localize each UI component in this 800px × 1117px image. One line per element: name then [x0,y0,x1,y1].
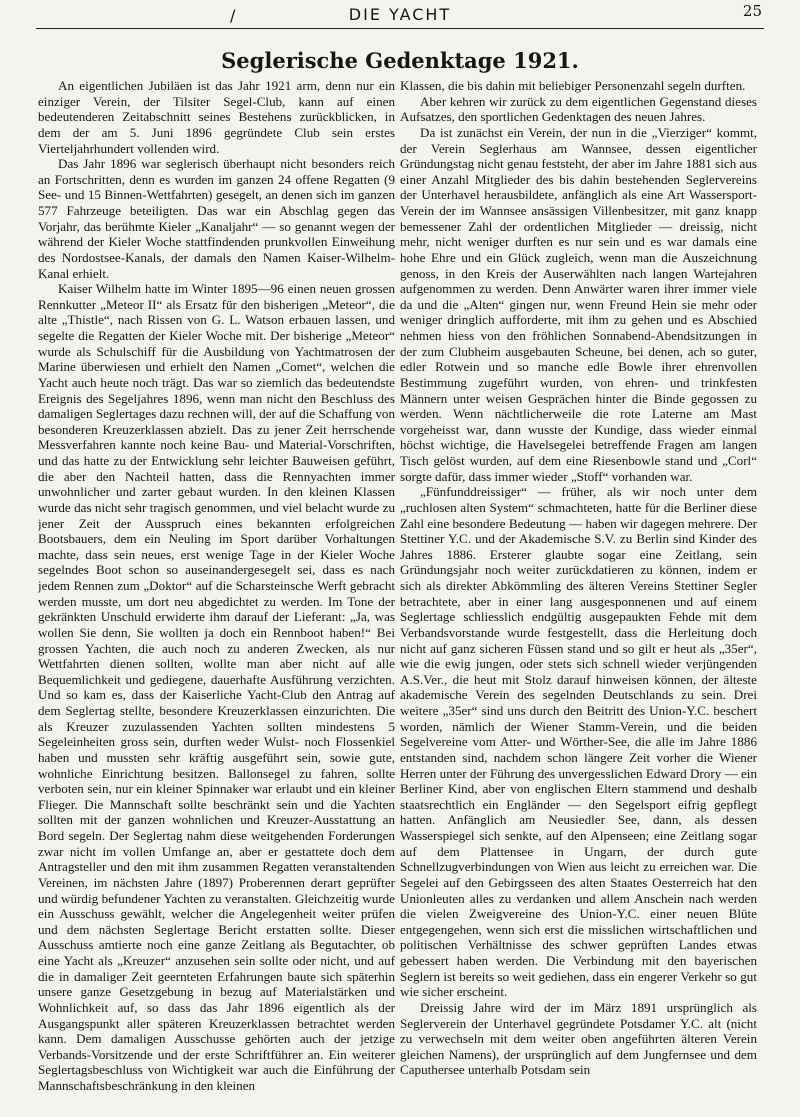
left-column [38,78,395,1112]
paragraph: „Fünfunddreissiger“ — früher, als wir noch unter dem „ruchlosen alten System“ schmachteten, hatte für die Berliner diese Zahl eine besondere Bedeutung — haben wir dagegen mehrere. Der Stettiner Y.C. und der Akademische S.V. zu Berlin sind Kinder des Jahres 1886. Ersterer glaubte sogar eine Zeitlang, sein Gründungsjahr noch weiter zurückdatieren zu können, indem er sich als direkter Abkömmling des älteren Vereins Stettiner Segler betrachtete, aber in einer lang ausgesponnenen und auf einem Seglertage schliesslich endgültig ausgepaukten Fehde mit dem Verbandsvorstande wurde festgestellt, dass die Herleitung doch nicht auf ganz sicheren Füssen stand und so gilt er heut als „35er“, wie die ewig jungen, oder stets sich schnell wieder verjüngenden A.S.Ver., die heut mit Stolz darauf hinweisen können, der älteste akademische Verein des segelnden Deutschlands zu sein. Drei weitere „35er“ sind uns durch den Beitritt des Union-Y.C. beschert worden, nämlich der Wiener Stamm-Verein, und die beiden Segelvereine vom Atter- und Wörther-See, die alle im Jahre 1886 entstanden sind, nachdem schon längere Zeit vorher die Wiener Herren unter der Führung des unvergesslichen Edward Drory — ein Berliner Kind, aber von englischen Eltern stammend und deshalb staatsrechtlich ein Engländer — den Segelsport eifrig gepflegt hatten. Anfänglich am Neusiedler See, dann, als dessen Wasserspiegel sich senkte, auf den Alpenseen; eine Zeitlang sogar auf dem Plattensee in Ungarn, der durch gute Schnellzugverbindungen von Wien aus leicht zu erreichen war. Die Segelei auf den Gebirgsseen des alten Staates Oesterreich hat den Unionleuten alles zu verdanken und allem Anschein nach werden die vielen Zweigvereine des Union-Y.C. einer neuen Blüte entgegengehen, wenn sich erst die misslichen wirtschaftlichen und politischen Verhältnisse des schwer geprüften Landes etwas gebessert haben werden. Die Verbindung mit den bayerischen Seglern ist bereits so weit gediehen, dass ein engerer Verkehr so gut wie sicher erscheint. [400,484,757,1000]
paragraph: Aber kehren wir zurück zu dem eigentlichen Gegenstand dieses Aufsatzes, den sportlichen Gedenktagen des neuen Jahres. [400,93,757,125]
paragraph: Das Jahr 1896 war seglerisch überhaupt nicht besonders reich an Fortschritten, denn es wurden im ganzen 24 offene Regatten (9 See- und 15 Binnen-Wettfahrten) gesegelt, an denen sich im ganzen 577 Fahrzeuge beteiligten. Das war ein Abschlag gegen das Vorjahr, das berühmte Kieler „Kanaljahr“ — so genannt wegen der während der Kieler Woche stattfindenden prunkvollen Einweihung des Nordostsee-Kanals, der damals den Namen Kaiser-Wilhelm-Kanal erhielt. [38,156,395,281]
page-number: 25 [742,2,762,20]
paragraph: An eigentlichen Jubiläen ist das Jahr 1921 arm, denn nur ein einziger Verein, der Tilsiter Segel-Club, kann auf einen bedeutenderen Zeitabschnitt seines Bestehens zurückblicken, in dem der am 5. Juni 1896 gegründete Club sein erstes Vierteljahrhundert vollenden wird. [38,78,395,156]
running-header [0,4,800,26]
article-title: Seglerische Gedenktage 1921. [221,48,579,73]
paragraph: Dreissig Jahre wird der im März 1891 ursprünglich als Seglerverein der Unterhavel gegründete Potsdamer Y.C. alt (nicht zu verwechseln mit dem weiter oben angeführten älteren Verein gleichen Namens), der ursprünglich auf dem Jungfernsee und dem Caputhersee unterhalb Potsdam sein [400,999,757,1078]
paragraph-continued: Klassen, die bis dahin mit beliebiger Personenzahl segeln durften. [400,78,746,93]
pencil-mark: / [230,6,236,25]
paragraph: Kaiser Wilhelm hatte im Winter 1895—96 einen neuen grossen Rennkutter „Meteor II“ als Ersatz für den bisherigen „Meteor“, die alte „Thistle“, nach Rissen von G. L. Watson erbauen lassen, und segelte die Regatten der Kieler Woche mit. Der bisherige „Meteor“ wurde als Schulschiff für die Ausbildung von Yachtmatrosen der Marine überwiesen und erhielt den Namen „Comet“, welchen die Yacht auch heute noch trägt. Das war so ziemlich das bedeutendste Ereignis des Segeljahres 1896, wenn man nicht den Beschluss des damaligen Seglertages dazu rechnen will, der auf die Schaffung von besonderen Kreuzerklassen abzielt. Das zu jener Zeit herrschende Messverfahren kannte noch keine Bau- und Material-Vorschriften, und das hatte zu der Entwicklung sehr leichter Bauweisen geführt, die aber den Nachteil hatten, dass die Rennyachten immer unwohnlicher und zarter gebaut wurden. In den kleinen Klassen wurde das nicht sehr tragisch genommen, und viel belacht wurde zu jener Zeit der Ausspruch eines bekannten erfolgreichen Bootsbauers, dem ein Neuling im Sport darüber Vorhaltungen machte, dass sein neues, erst wenige Tage in der Kieler Woche segelndes Boot schon so auseinandergesegelt sei, dass es nach jedem Rennen zum „Doktor“ auf die Scharsteinsche Werft gebracht werden musste, um dort neu abgedichtet zu werden. Im Tone der gekränkten Unschuld erwiderte ihm darauf der Lieferant: „Ja, was wollen Sie denn, Sie wollten ja doch ein Rennboot haben!“ Bei grossen Yachten, die auch noch zu anderen Zwecken, als nur Wettfahrten dienen sollten, wollte man aber nicht auf alle Bequemlichkeit und gediegene, dauerhafte Ausführung verzichten. Und so kam es, dass der Kaiserliche Yacht-Club den Antrag auf dem Seglertag stellte, besondere Kreuzerklassen einzurichten. Die als Kreuzer zuzulassenden Yachten sollten mindestens 5 Segeleinheiten gross sein, durften weder Wulst- noch Flossenkiel haben und mussten sehr kräftig ausgeführt sein, sowie gute, wohnliche Einrichtung besitzen. Ballonsegel zu fahren, sollte verboten sein, nur ein kleiner Spinnaker war erlaubt und ein kleiner Flieger. Die Mannschaft sollte beschränkt sein und die Yachten sollten mit der ganzen wohnlichen und Kreuzer-Ausstattung an Bord segeln. Der Seglertag nahm diese weitgehenden Forderungen zwar nicht im vollen Umfange an, aber er gestattete doch dem Antragsteller und den mit ihm zusammen Regatten veranstaltenden Vereinen, im nächsten Jahre (1897) Proberennen derart geprüfter und würdig befundener Yachten zu veranstalten. Gleichzeitig wurde ein Ausschuss gewählt, welcher die Angelegenheit weiter prüfen und dem nächsten Seglertage Bericht erstatten sollte. Dieser Ausschuss amtierte noch eine ganze Zeitlang als Begutachter, ob eine Yacht als „Kreuzer“ anzusehen sein sollte oder nicht, und auf die in damaliger Zeit geernteten Erfahrungen baute sich späterhin unsere ganze Gesetzgebung in bezug auf Materialstärken und Wohnlichkeit auf, so dass das Jahr 1896 eigentlich als der Ausgangspunkt aller späteren Kreuzerklassen betrachtet werden kann. Dem damaligen Ausschusse gehörten auch der jetzige Verbands-Vorsitzende und der erste Schriftführer an. Ein weiterer Seglertagsbeschluss von Wichtigkeit war auch die Einführung der Mannschaftsbeschränkung in den kleinen [38,281,395,1093]
paragraph: Da ist zunächst ein Verein, der nun in die „Vierziger“ kommt, der Verein Seglerhaus am Wannsee, dessen eigentlicher Gründungstag nicht genau feststeht, der aber im Jahre 1881 sich aus einer Anzahl Mitglieder des bis dahin bestehenden Seglervereins der Unterhavel herausbildete, anfänglich als eine Art Wassersport-Verein der im Wannsee ansässigen Villenbesitzer, mit ganz knapp bemessener Zahl der ordentlichen Mitglieder — dreissig, nicht mehr, nicht weniger durften es nur sein und es war damals eine hohe Ehre und ein Glück zugleich, wenn man die Auszeichnung genoss, in den Kreis der Auserwählten nach langen Wartejahren aufgenommen zu werden. Denn Anwärter waren ihrer immer viele da und die „Alten“ gingen nur, wenn Freund Hein sie mehr oder weniger dringlich aufforderte, mit ihm zu gehen und es Abschied nehmen hiess von den fröhlichen Sonnabend-Abendsitzungen in der zum Clubheim ausgebauten Scheune, bei denen, ach so guter, edler Rotwein und so manche edle Bowle ihrer ehrenvollen Bestimmung zugeführt wurden, von ehren- und trinkfesten Männern unter weisen Gesprächen hinter die Binde gegossen zu werden. Wenn nächtlicherweile die rote Laterne am Mast vorgeheisst war, dann wusste der Kundige, dass wieder einmal höchst wichtige, die Havelsegelei betreffende Fragen am langen Tisch gelöst wurden, auf dem eine Riesenbowle stand und „Corl“ sorgte dafür, dass immer wieder „Stoff“ vorhanden war. [400,124,757,484]
right-column [400,78,757,1112]
header-rule [36,28,764,29]
journal-name: DIE YACHT [348,5,452,24]
